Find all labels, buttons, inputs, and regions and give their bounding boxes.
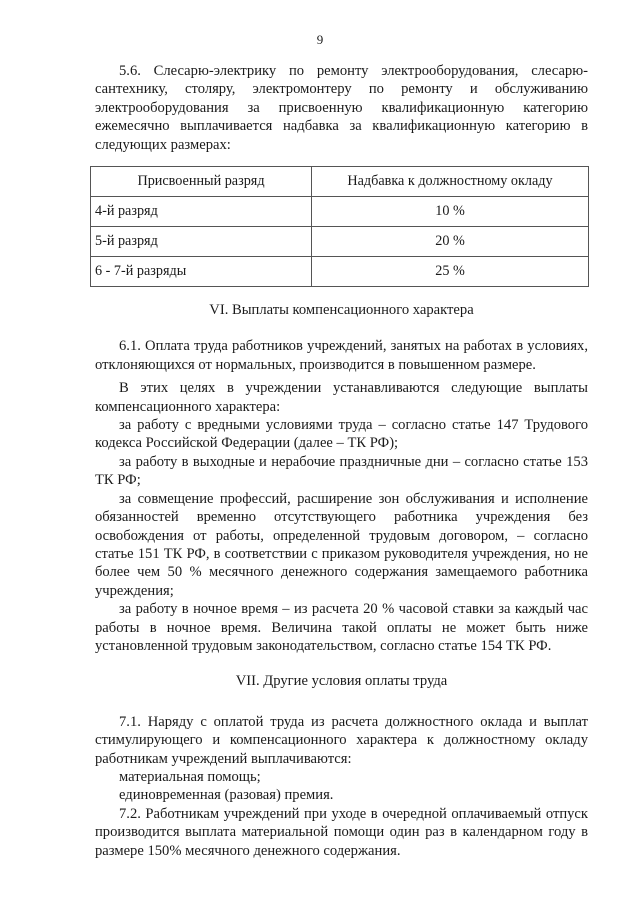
table-header-bonus: Надбавка к должностному окладу <box>312 167 589 197</box>
list-item-material-aid: материальная помощь; <box>119 768 261 785</box>
paragraph-weekend-work: за работу в выходные и нерабочие праздничные дни – согласно статье 153 ТК РФ; <box>95 453 588 489</box>
paragraph-7-2: 7.2. Работникам учреждений при уходе в очередной оплачиваемый отпуск производится выплата материальной помощи один раз в календарном году в размере 150% месячного денежного содержания. <box>95 805 588 859</box>
table-cell-grade: 4-й разряд <box>91 197 312 227</box>
table-cell-bonus: 10 % <box>312 197 589 227</box>
table-cell-bonus: 20 % <box>312 227 589 257</box>
table-cell-grade: 5-й разряд <box>91 227 312 257</box>
paragraph-6-1: 6.1. Оплата труда работников учреждений, занятых на работах в условиях, отклоняющихся от нормальных, производится в повышенном размере. <box>95 338 588 373</box>
page-number: 9 <box>316 32 324 47</box>
table-cell-bonus: 25 % <box>312 257 589 287</box>
section-6-heading: VI. Выплаты компенсационного характера <box>209 302 474 319</box>
paragraph-combined-duties: за совмещение профессий, расширение зон обслуживания и исполнение обязанностей временно отсутствующего работника учреждения без освобождения от работы, определенной трудовым договором, – согласно статье 151 ТК РФ, в соответствии с приказом руководителя учреждения, но не более чем 50 % месячного денежного содержания замещаемого работника учреждения; <box>95 490 588 599</box>
table-header-row <box>91 167 589 197</box>
paragraph-harmful-conditions: за работу с вредными условиями труда – согласно статье 147 Трудового кодекса Российской Федерации (далее – ТК РФ); <box>95 417 588 452</box>
table-row <box>91 227 589 257</box>
paragraph-7-1: 7.1. Наряду с оплатой труда из расчета должностного оклада и выплат стимулирующего и компенсационного характера к должностному окладу работникам учреждений выплачиваются: <box>95 713 588 767</box>
table-cell-grade: 6 - 7-й разряды <box>91 257 312 287</box>
list-item-one-time-bonus: единовременная (разовая) премия. <box>119 787 334 804</box>
table-row <box>91 257 589 287</box>
paragraph-night-work: за работу в ночное время – из расчета 20 % часовой ставки за каждый час работы в ночное время. Величина такой оплаты не может быть ниже установленной трудовым законодательством, согласно статье 154 ТК РФ. <box>95 601 588 654</box>
section-7-heading: VII. Другие условия оплаты труда <box>235 673 448 690</box>
qualification-bonus-table <box>90 166 589 287</box>
paragraph-compensation-intro: В этих целях в учреждении устанавливаются следующие выплаты компенсационного характера: <box>95 380 588 415</box>
table-row <box>91 197 589 227</box>
table-header-grade: Присвоенный разряд <box>91 167 312 197</box>
document-body <box>95 62 588 860</box>
paragraph-5-6: 5.6. Слесарю-электрику по ремонту электрооборудования, слесарю-сантехнику, столяру, электромонтеру по ремонту и обслуживанию электрооборудования за присвоенную квалификационную категорию ежемесячно выплачивается надбавка за квалификационную категорию в следующих размерах: <box>95 63 588 153</box>
